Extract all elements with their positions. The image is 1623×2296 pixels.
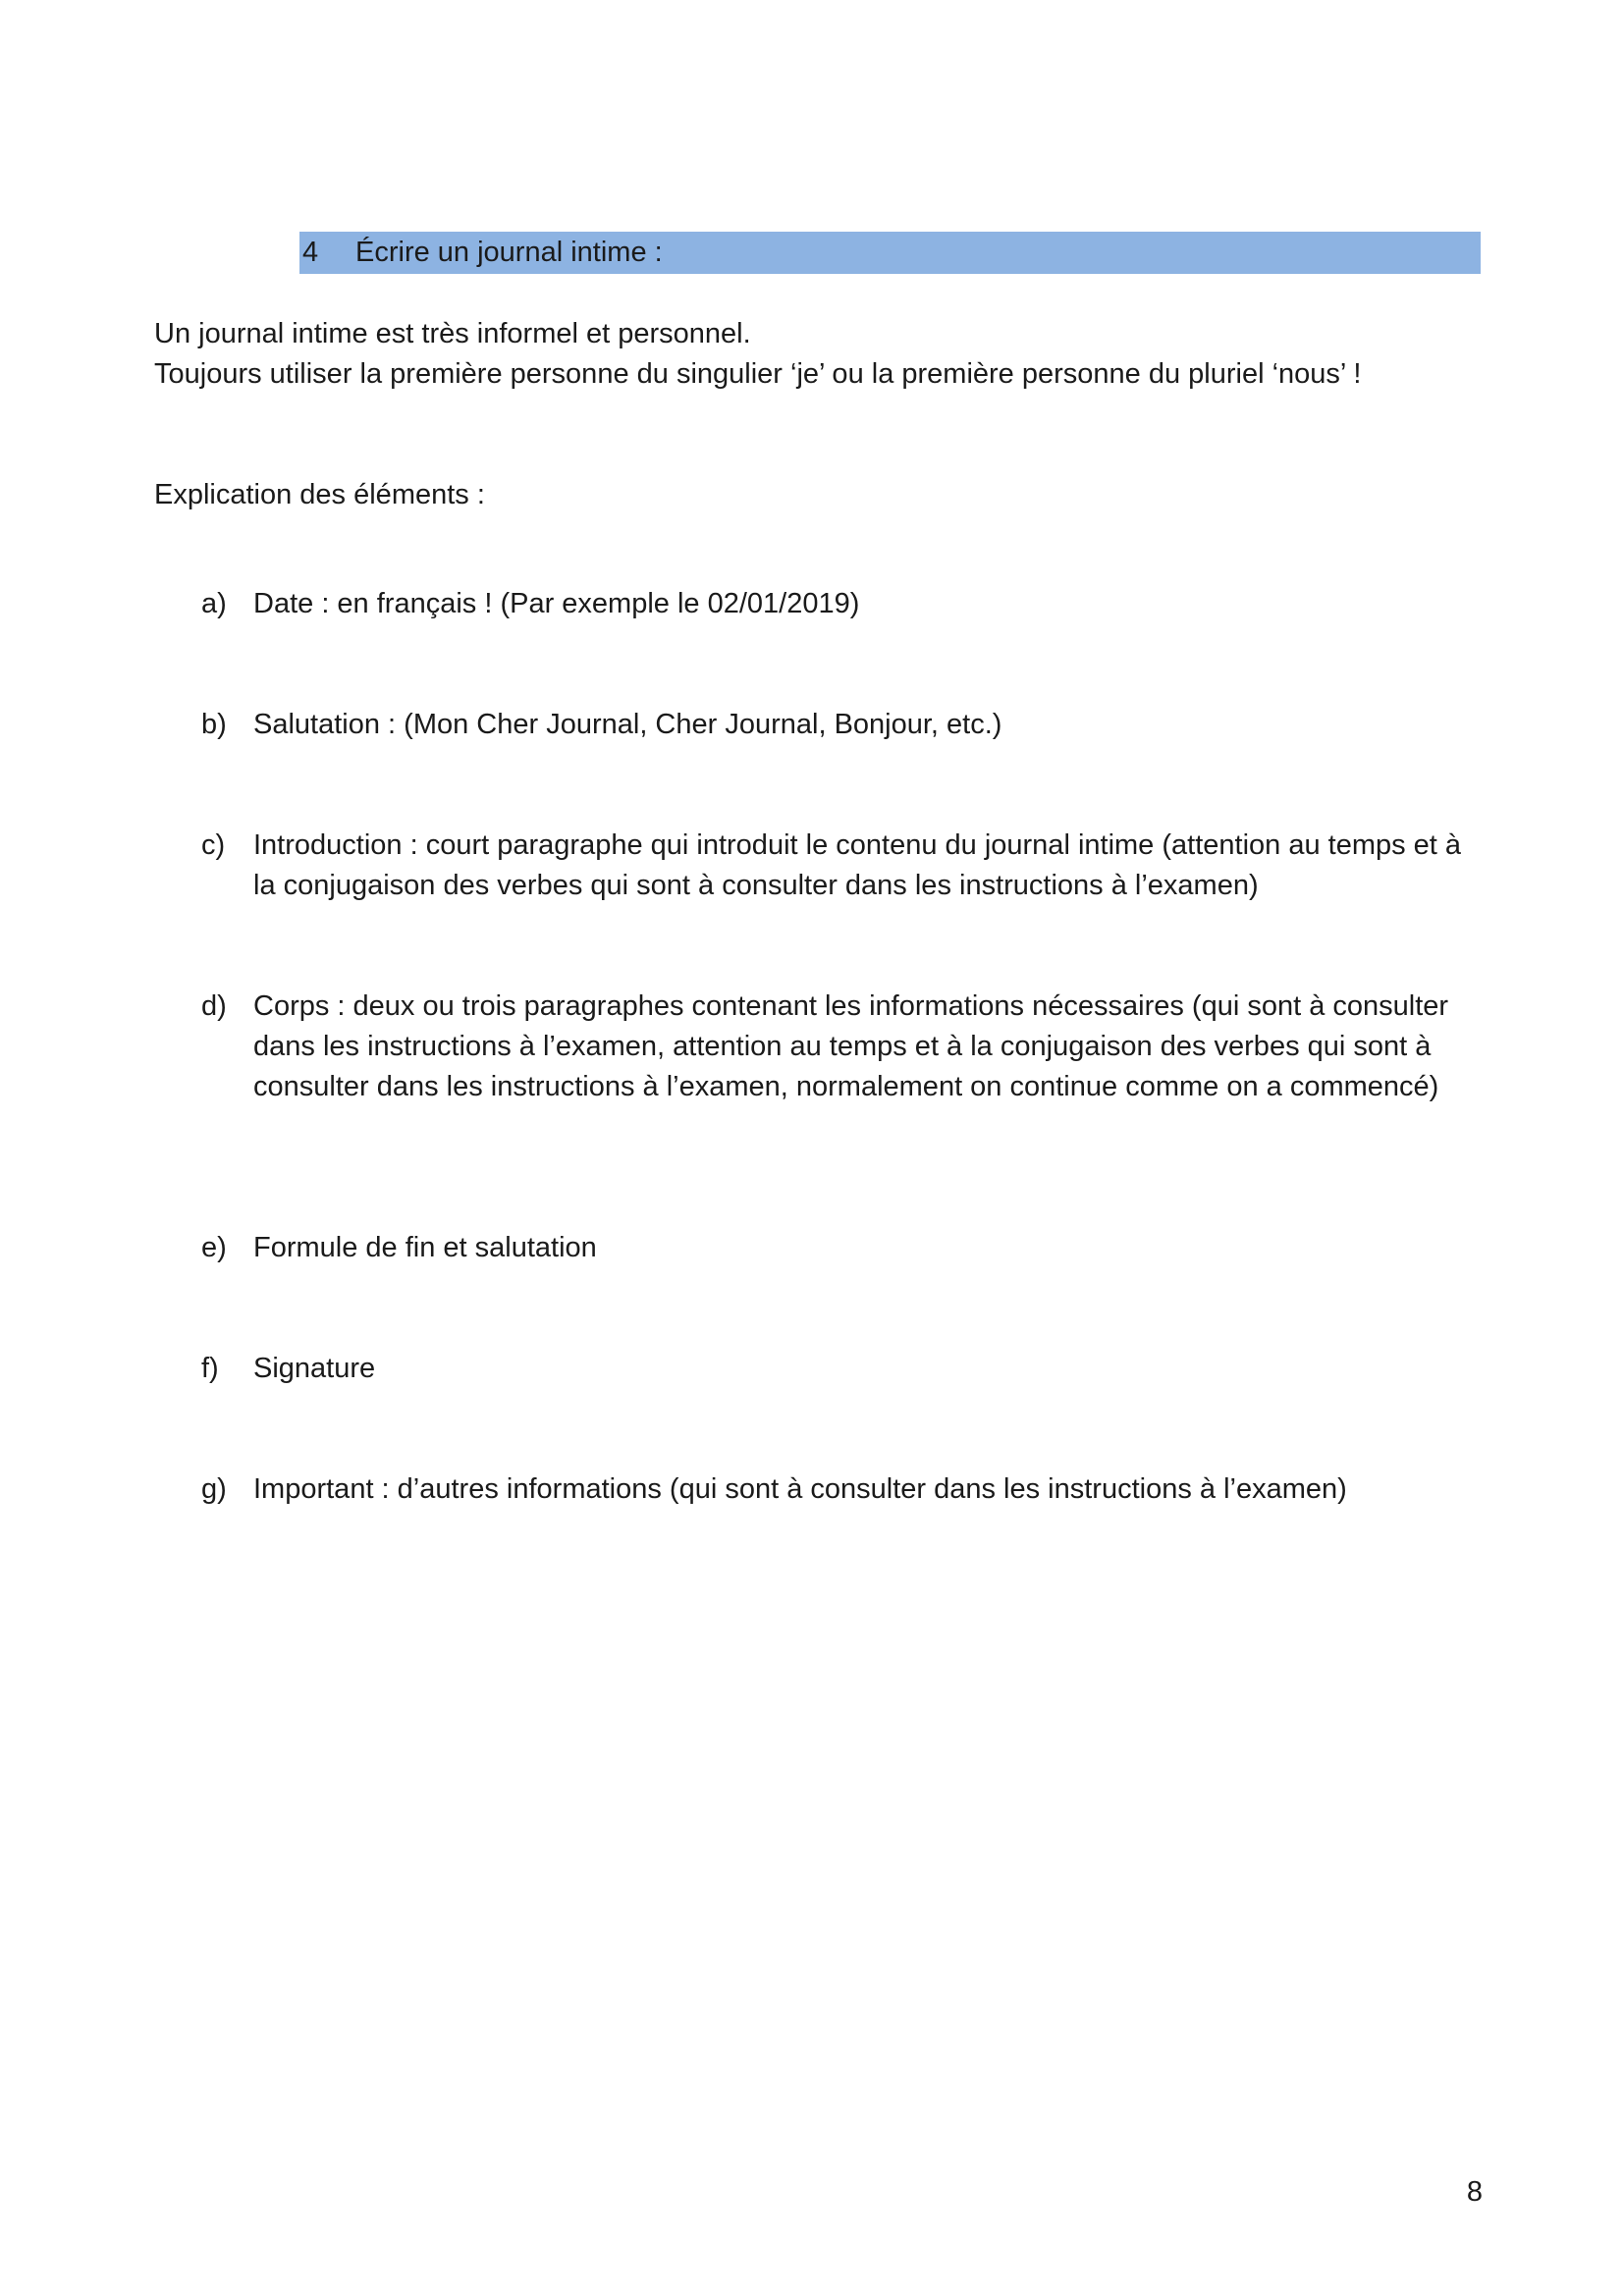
list-marker: a) [201, 588, 227, 619]
list-item-text: Date : en français ! (Par exemple le 02/01/2019) [253, 588, 860, 619]
list-marker: d) [201, 990, 227, 1022]
list-item-g [201, 1469, 1478, 1510]
section-number: 4 [302, 237, 319, 268]
list-item-text: Formule de fin et salutation [253, 1232, 597, 1263]
list-item-c [201, 826, 1478, 906]
list-marker: c) [201, 829, 226, 861]
list-marker: b) [201, 709, 227, 740]
list-item-a [201, 584, 1478, 624]
list-item-text: Important : d’autres informations (qui sont à consulter dans les instructions à l’examen) [253, 1473, 1347, 1505]
list-item-text: Salutation : (Mon Cher Journal, Cher Journal, Bonjour, etc.) [253, 709, 1002, 740]
list-marker: g) [201, 1473, 227, 1505]
intro-line-2: Toujours utiliser la première personne du singulier ‘je’ ou la première personne du pluriel ‘nous’ ! [154, 358, 1362, 390]
list-marker: f) [201, 1353, 219, 1384]
intro-line-1: Un journal intime est très informel et personnel. [154, 318, 751, 349]
section-title: Écrire un journal intime : [355, 237, 663, 268]
list-item-f [201, 1349, 1478, 1389]
explication-label: Explication des éléments : [154, 479, 485, 510]
list-item-e [201, 1228, 1478, 1268]
list-item-d [201, 987, 1478, 1107]
list-marker: e) [201, 1232, 227, 1263]
list-item-text: Signature [253, 1353, 376, 1384]
page-number: 8 [1466, 2176, 1483, 2208]
list-item-b [201, 705, 1478, 745]
list-item-text: Introduction : court paragraphe qui introduit le contenu du journal intime (attention au temps et à la conjugaison des verbes qui sont à consulter dans les instructions à l’examen) [253, 829, 1462, 901]
section-heading [299, 232, 1481, 274]
list-item-text: Corps : deux ou trois paragraphes contenant les informations nécessaires (qui sont à consulter dans les instructions à l’examen, attention au temps et à la conjugaison des verbes qui sont à consulter dans les instructions à l’examen, normalement on continue comme on a commencé) [253, 990, 1449, 1102]
intro-paragraph [154, 314, 1529, 395]
